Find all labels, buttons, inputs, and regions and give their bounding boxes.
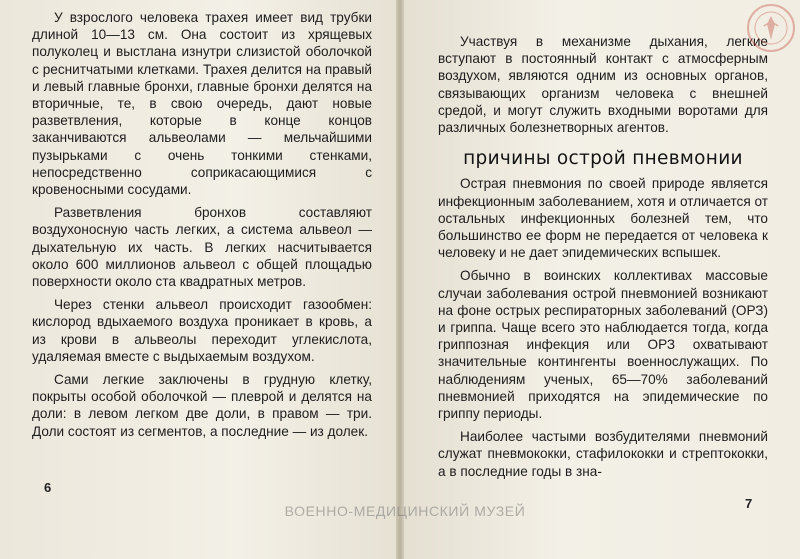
section-heading: причины острой пневмонии <box>463 148 743 170</box>
right-paragraph-2: Обычно в воинских коллективах массовые случаи заболевания острой пневмонией возникают на фоне острых респираторных заболеваний (ОРЗ) и гриппа. Чаще всего это наблюдается тогда, когда гриппозная инфекция или ОРЗ охватывают значительные контингенты военнослужащих. По наблюдениям ученых, 65—70% заболеваний пневмонией приходятся на эпидемические по гриппу периоды. <box>438 268 768 422</box>
right-page-number: 7 <box>745 496 753 511</box>
book-gutter <box>396 0 404 559</box>
right-paragraph-1: Острая пневмония по своей природе является инфекционным заболеванием, хотя и отличается от остальных инфекционных болезней тем, что большинство ее форм не передается от человека к человеку и не дает эпидемических вспышек. <box>438 176 768 261</box>
left-paragraph-1: У взрослого человека трахея имеет вид трубки длиной 10—13 см. Она состоит из хрящевых полуколец и выстлана изнутри слизистой оболочкой с реснитчатыми клетками. Трахея делится на правый и левый главные бронхи, главные бронхи делятся на вторичные, те, в свою очередь, дают новые разветвления, которые в конце концов заканчиваются альвеолами — мельчайшими пузырьками с очень тонкими стенками, непосредственно соприкасающимися с кровеносными сосудами. <box>32 10 372 198</box>
left-page-number: 6 <box>44 480 52 495</box>
left-paragraph-4: Сами легкие заключены в грудную клетку, покрыты особой оболочкой — плеврой и делятся на доли: в левом легком две доли, в правом — три. Доли состоят из сегментов, а последние — из долек. <box>32 372 372 439</box>
right-page-text <box>438 33 768 486</box>
left-page-text <box>32 9 372 446</box>
right-paragraph-3: Наиболее частыми возбудителями пневмоний служат пневмококки, стафилококки и стрептококки, а в последние годы в зна- <box>438 429 768 479</box>
left-paragraph-3: Через стенки альвеол происходит газообмен: кислород вдыхаемого воздуха проникает в кровь, а из крови в альвеолы переходит углекислота, удаляемая вместе с выдыхаемым воздухом. <box>32 297 372 364</box>
museum-watermark: ВОЕННО-МЕДИЦИНСКИЙ МУЗЕЙ <box>284 503 526 519</box>
right-intro-paragraph: Участвуя в механизме дыхания, легкие вступают в постоянный контакт с атмосферным воздухом, являются одним из основных органов, связывающих организм человека с внешней средой, и могут служить входными воротами для различных болезнетворных агентов. <box>438 34 768 136</box>
museum-seal-icon <box>745 2 797 54</box>
left-paragraph-2: Разветвления бронхов составляют воздухоносную часть легких, а система альвеол — дыхательную их часть. В легких насчитывается около 600 миллионов альвеол с общей площадью поверхности около ста квадратных метров. <box>32 205 372 290</box>
